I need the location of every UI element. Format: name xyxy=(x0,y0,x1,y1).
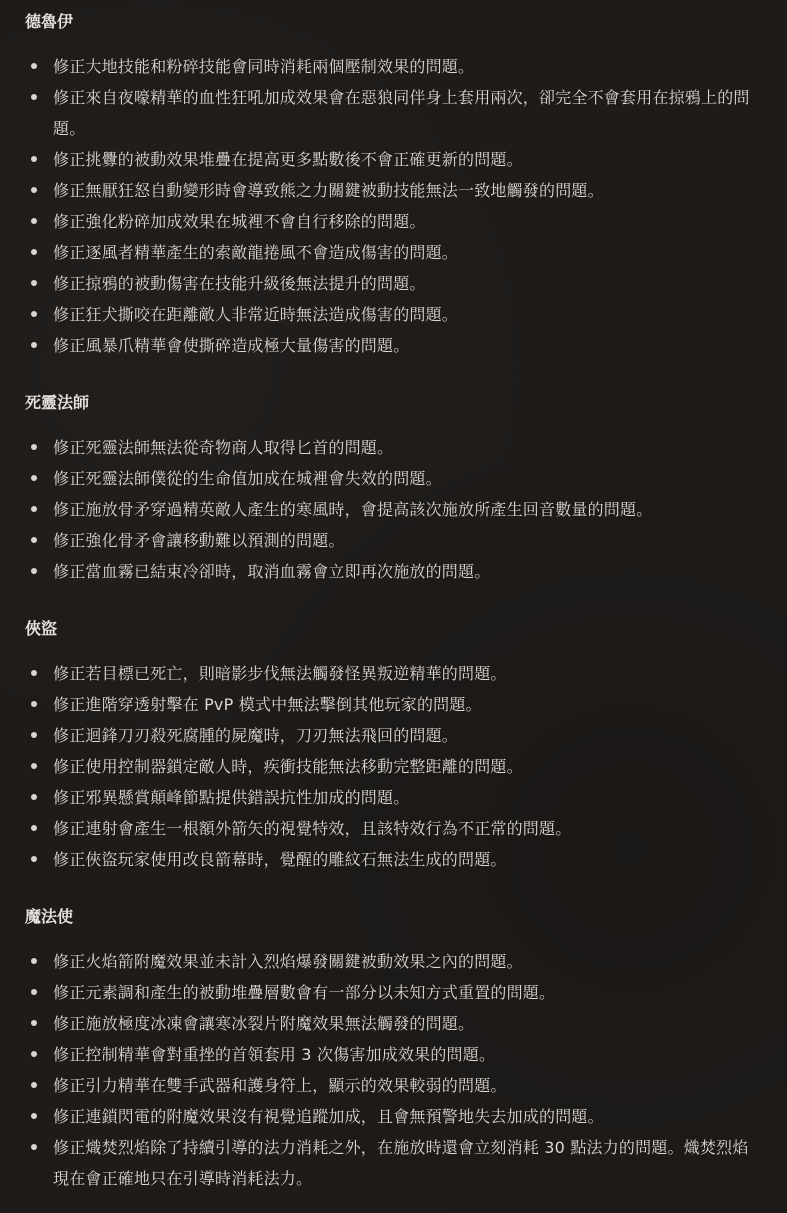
list-item: 修正施放極度冰凍會讓寒冰裂片附魔效果無法觸發的問題。 xyxy=(25,1008,763,1039)
fix-list xyxy=(25,946,763,1194)
list-item: 修正死靈法師僕從的生命值加成在城裡會失效的問題。 xyxy=(25,463,763,494)
class-section xyxy=(25,903,763,1194)
list-item: 修正迴鋒刀刃殺死腐腫的屍魔時，刀刃無法飛回的問題。 xyxy=(25,720,763,751)
list-item: 修正挑釁的被動效果堆疊在提高更多點數後不會正確更新的問題。 xyxy=(25,144,763,175)
list-item: 修正死靈法師無法從奇物商人取得匕首的問題。 xyxy=(25,432,763,463)
list-item: 修正引力精華在雙手武器和護身符上，顯示的效果較弱的問題。 xyxy=(25,1070,763,1101)
section-title: 死靈法師 xyxy=(25,393,90,412)
list-item: 修正掠鴉的被動傷害在技能升級後無法提升的問題。 xyxy=(25,268,763,299)
list-item: 修正大地技能和粉碎技能會同時消耗兩個壓制效果的問題。 xyxy=(25,51,763,82)
section-title: 俠盜 xyxy=(25,619,58,638)
fix-list xyxy=(25,658,763,875)
list-item: 修正風暴爪精華會使撕碎造成極大量傷害的問題。 xyxy=(25,330,763,361)
list-item: 修正無厭狂怒自動變形時會導致熊之力關鍵被動技能無法一致地觸發的問題。 xyxy=(25,175,763,206)
list-item: 修正進階穿透射擊在 PvP 模式中無法擊倒其他玩家的問題。 xyxy=(25,689,763,720)
list-item: 修正施放骨矛穿過精英敵人產生的寒風時，會提高該次施放所產生回音數量的問題。 xyxy=(25,494,763,525)
section-title: 魔法使 xyxy=(25,907,74,926)
list-item: 修正熾焚烈焰除了持續引導的法力消耗之外，在施放時還會立刻消耗 30 點法力的問題。熾焚烈焰現在會正確地只在引導時消耗法力。 xyxy=(25,1132,763,1194)
list-item: 修正控制精華會對重挫的首領套用 3 次傷害加成效果的問題。 xyxy=(25,1039,763,1070)
list-item: 修正俠盜玩家使用改良箭幕時，覺醒的雕紋石無法生成的問題。 xyxy=(25,844,763,875)
list-item: 修正若目標已死亡，則暗影步伐無法觸發怪異叛逆精華的問題。 xyxy=(25,658,763,689)
list-item: 修正強化粉碎加成效果在城裡不會自行移除的問題。 xyxy=(25,206,763,237)
section-title: 德魯伊 xyxy=(25,12,74,31)
list-item: 修正狂犬撕咬在距離敵人非常近時無法造成傷害的問題。 xyxy=(25,299,763,330)
list-item: 修正元素調和產生的被動堆疊層數會有一部分以未知方式重置的問題。 xyxy=(25,977,763,1008)
list-item: 修正連射會產生一根額外箭矢的視覺特效，且該特效行為不正常的問題。 xyxy=(25,813,763,844)
fix-list xyxy=(25,432,763,587)
list-item: 修正來自夜嚎精華的血性狂吼加成效果會在惡狼同伴身上套用兩次，卻完全不會套用在掠鴉上的問題。 xyxy=(25,82,763,144)
patch-notes-sections xyxy=(25,8,763,1194)
list-item: 修正逐風者精華產生的索敵龍捲風不會造成傷害的問題。 xyxy=(25,237,763,268)
list-item: 修正火焰箭附魔效果並未計入烈焰爆發關鍵被動效果之內的問題。 xyxy=(25,946,763,977)
list-item: 修正使用控制器鎖定敵人時，疾衝技能無法移動完整距離的問題。 xyxy=(25,751,763,782)
fix-list xyxy=(25,51,763,361)
class-section xyxy=(25,615,763,875)
list-item: 修正當血霧已結束冷卻時，取消血霧會立即再次施放的問題。 xyxy=(25,556,763,587)
class-section xyxy=(25,8,763,361)
list-item: 修正連鎖閃電的附魔效果沒有視覺追蹤加成，且會無預警地失去加成的問題。 xyxy=(25,1101,763,1132)
list-item: 修正強化骨矛會讓移動難以預測的問題。 xyxy=(25,525,763,556)
class-section xyxy=(25,389,763,587)
list-item: 修正邪異懸賞顛峰節點提供錯誤抗性加成的問題。 xyxy=(25,782,763,813)
